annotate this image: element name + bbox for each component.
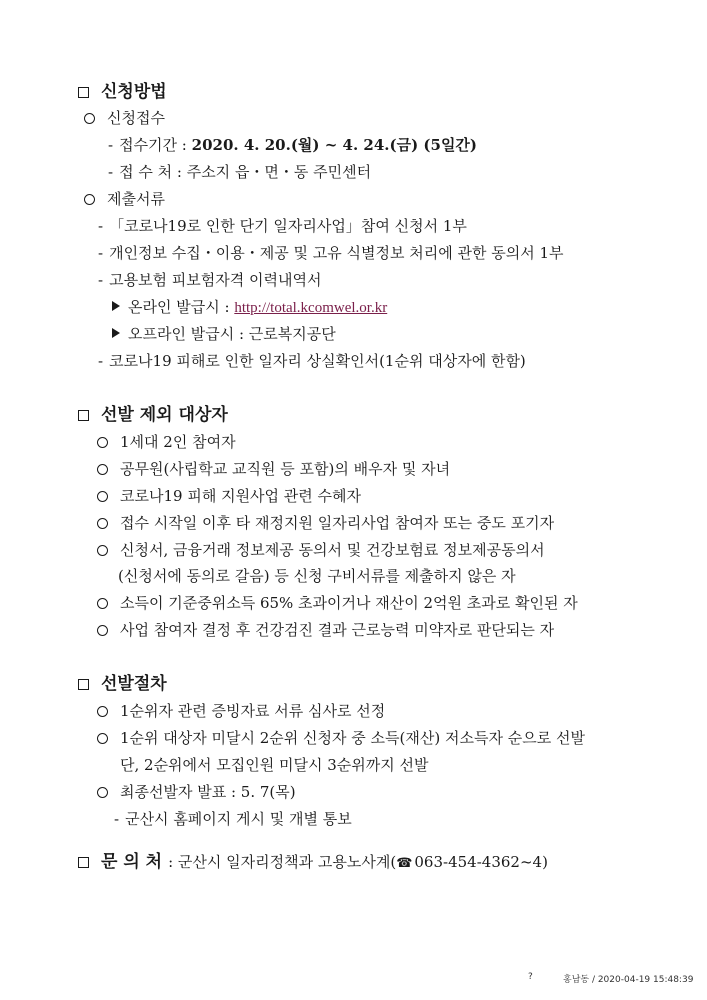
circle-bullet-icon: [97, 491, 108, 502]
circle-bullet-icon: [97, 733, 108, 744]
circle-bullet-icon: [97, 625, 108, 636]
exclusion-item: 접수 시작일 이후 타 재정지원 일자리사업 참여자 또는 중도 포기자: [97, 513, 554, 533]
procedure-sub-item: - 군산시 홈페이지 게시 및 개별 통보: [114, 810, 352, 828]
document-item: - 「코로나19로 인한 단기 일자리사업」참여 신청서 1부: [98, 217, 467, 235]
circle-bullet-icon: [97, 518, 108, 529]
online-issue-line: 온라인 발급시 : http://total.kcomwel.or.kr: [112, 297, 387, 318]
procedure-item: 1순위 대상자 미달시 2순위 신청자 중 소득(재산) 저소득자 순으로 선발: [97, 728, 585, 748]
contact-title: 문 의 처: [101, 852, 163, 872]
square-bullet-icon: [78, 857, 89, 868]
document-item: - 코로나19 피해로 인한 일자리 상실확인서(1순위 대상자에 한함): [98, 352, 526, 370]
circle-bullet-icon: [84, 194, 95, 205]
reception-place: - 접 수 처 : 주소지 읍・면・동 주민센터: [108, 163, 372, 181]
exclusion-item: 코로나19 피해 지원사업 관련 수혜자: [97, 486, 361, 506]
document-item: - 고용보험 피보험자격 이력내역서: [98, 271, 322, 289]
square-bullet-icon: [78, 87, 89, 98]
circle-bullet-icon: [97, 545, 108, 556]
contact-line: 문 의 처 : 군산시 일자리정책과 고용노사계(☎ 063-454-4362~4): [78, 851, 548, 874]
section-title-apply-method: 신청방법: [78, 81, 167, 103]
page-mark: ?: [528, 972, 533, 982]
section-title-selection-procedure: 선발절차: [78, 673, 167, 695]
exclusion-item: 공무원(사립학교 교직원 등 포함)의 배우자 및 자녀: [97, 459, 450, 479]
exclusion-item-continuation: (신청서에 동의로 갈음) 등 신청 구비서류를 제출하지 않은 자: [118, 567, 516, 585]
exclusion-item: 신청서, 금융거래 정보제공 동의서 및 건강보험료 정보제공동의서: [97, 540, 545, 560]
subsection-documents: 제출서류: [84, 189, 165, 209]
exclusion-item: 사업 참여자 결정 후 건강검진 결과 근로능력 미약자로 판단되는 자: [97, 620, 554, 640]
offline-issue-line: 오프라인 발급시 : 근로복지공단: [112, 324, 336, 344]
circle-bullet-icon: [97, 598, 108, 609]
exclusion-item: 1세대 2인 참여자: [97, 432, 236, 452]
circle-bullet-icon: [97, 464, 108, 475]
procedure-item: 최종선발자 발표 : 5. 7(목): [97, 782, 296, 802]
procedure-item: 1순위자 관련 증빙자료 서류 심사로 선정: [97, 701, 385, 721]
kcomwel-link[interactable]: http://total.kcomwel.or.kr: [234, 300, 388, 316]
exclusion-item: 소득이 기준중위소득 65% 초과이거나 재산이 2억원 초과로 확인된 자: [97, 593, 578, 613]
circle-bullet-icon: [97, 706, 108, 717]
phone-icon: ☎: [396, 856, 413, 871]
circle-bullet-icon: [97, 787, 108, 798]
triangle-bullet-icon: [112, 301, 120, 311]
triangle-bullet-icon: [112, 328, 120, 338]
reception-period: - 접수기간 : 2020. 4. 20.(월) ~ 4. 24.(금) (5일간): [108, 136, 478, 154]
procedure-item-continuation: 단, 2순위에서 모집인원 미달시 3순위까지 선발: [120, 756, 429, 774]
print-stamp: 홍남동 / 2020-04-19 15:48:39: [563, 975, 694, 985]
circle-bullet-icon: [97, 437, 108, 448]
subsection-reception: 신청접수: [84, 108, 165, 128]
circle-bullet-icon: [84, 113, 95, 124]
square-bullet-icon: [78, 679, 89, 690]
square-bullet-icon: [78, 410, 89, 421]
section-title-exclusions: 선발 제외 대상자: [78, 404, 228, 426]
document-item: - 개인정보 수집・이용・제공 및 고유 식별정보 처리에 관한 동의서 1부: [98, 244, 564, 262]
